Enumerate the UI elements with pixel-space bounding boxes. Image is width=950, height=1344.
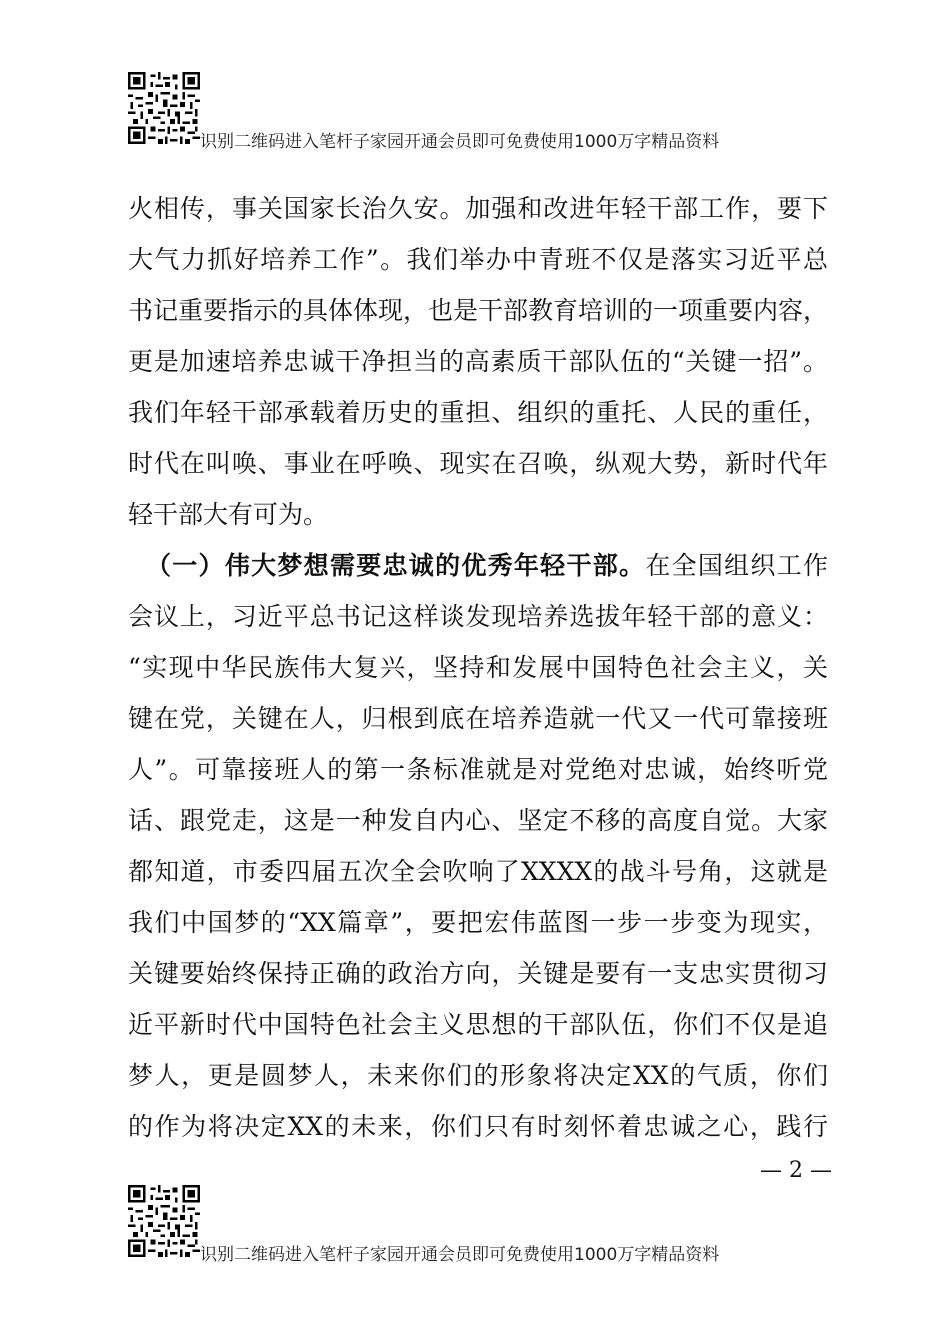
text-line: 大气力抓好培养工作”。我们举办中青班不仅是落实习近平总 [128,245,828,274]
text-line: 都知道，市委四届五次全会吹响了XXXX的战斗号角，这就是 [128,857,828,886]
text-line: 键在党，关键在人，归根到底在培养造就一代又一代可靠接班 [128,704,828,733]
text-line: 更是加速培养忠诚干净担当的高素质干部队伍的“关键一招”。 [128,347,828,376]
text-line: “实现中华民族伟大复兴，坚持和发展中国特色社会主义，关 [128,653,828,682]
text-line: 火相传，事关国家长治久安。加强和改进年轻干部工作，要下 [128,194,828,223]
section-heading: （一）伟大梦想需要忠诚的优秀年轻干部。 [146,551,646,580]
text-line: 关键要始终保持正确的政治方向，关键是要有一支忠实贯彻习 [128,959,828,988]
promo-banner: 识别二维码进入笔杆子家园开通会员即可免费使用1000万字精品资料 [200,1245,720,1265]
document-body [128,183,828,1152]
text-line: 轻干部大有可为。 [128,500,329,529]
qr-code-icon[interactable] [128,1185,200,1257]
text-line: 话、跟党走，这是一种发自内心、坚定不移的高度自觉。大家 [128,806,828,835]
qr-code-icon[interactable] [128,72,200,144]
text-line: 近平新时代中国特色社会主义思想的干部队伍，你们不仅是追 [128,1010,828,1039]
qr-code-graphic [128,1185,200,1257]
section-first-line [128,540,828,591]
text-line: 的作为将决定XX的未来，你们只有时刻怀着忠诚之心，践行 [128,1112,828,1141]
text-line: 书记重要指示的具体体现，也是干部教育培训的一项重要内容， [128,296,829,325]
section-heading-continuation: 在全国组织工作 [645,551,828,580]
text-line: 时代在叫唤、事业在呼唤、现实在召唤，纵观大势，新时代年 [128,449,828,478]
text-line: 我们年轻干部承载着历史的重担、组织的重托、人民的重任， [128,398,828,427]
qr-code-graphic [128,72,200,144]
page-number: — 2 — [760,1158,832,1183]
text-line: 人”。可靠接班人的第一条标准就是对党绝对忠诚，始终听党 [128,755,828,784]
text-line: 会议上，习近平总书记这样谈发现培养选拔年轻干部的意义： [128,602,828,631]
promo-banner: 识别二维码进入笔杆子家园开通会员即可免费使用1000万字精品资料 [200,132,720,152]
text-line: 梦人，更是圆梦人，未来你们的形象将决定XX的气质，你们 [128,1061,828,1090]
text-line: 我们中国梦的“XX篇章”，要把宏伟蓝图一步一步变为现实， [128,908,828,937]
